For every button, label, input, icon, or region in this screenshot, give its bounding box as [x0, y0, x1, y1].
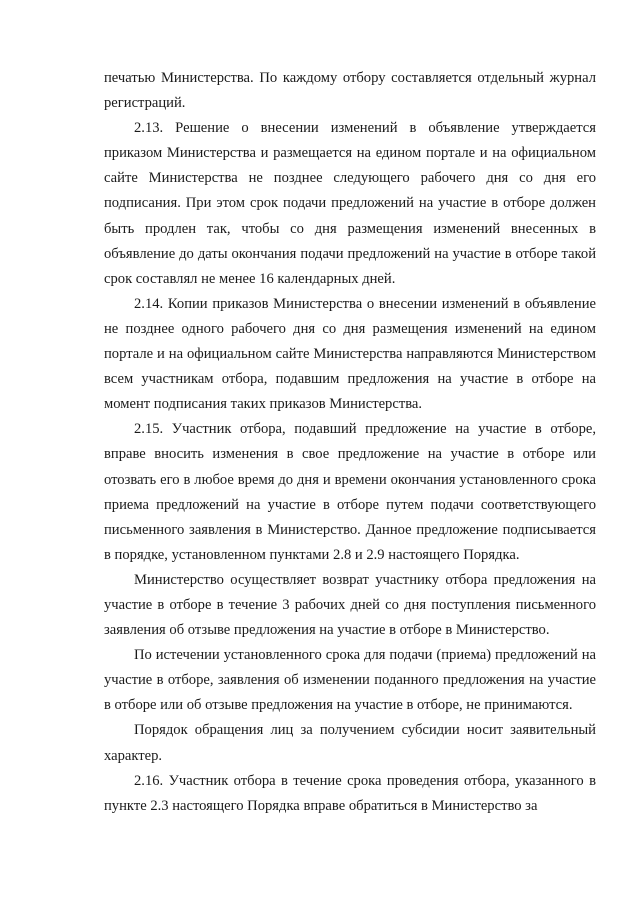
- paragraph-continuation: печатью Министерства. По каждому отбору составляется отдельный журнал регистраций.: [104, 70, 596, 112]
- paragraph-2-16: 2.16. Участник отбора в течение срока проведения отбора, указанного в пункте 2.3 настоящего Порядка вправе обратиться в Министерство за: [104, 772, 596, 814]
- paragraph-2-14: 2.14. Копии приказов Министерства о внесении изменений в объявление не позднее одного рабочего дня со дня размещения изменений на едином портале и на официальном сайте Министерства направляются Министерством всем участникам отбора, подавшим предложения на участие в отборе на момент подписания таких приказов Министерства.: [104, 295, 596, 413]
- paragraph-declarative: Порядок обращения лиц за получением субсидии носит заявительный характер.: [104, 722, 596, 764]
- paragraph-return: Министерство осуществляет возврат участнику отбора предложения на участие в отборе в течение 3 рабочих дней со дня поступления письменного заявления об отзыве предложения на участие в отборе в Министерство.: [104, 571, 596, 639]
- document-body: [104, 66, 596, 819]
- paragraph-2-13: 2.13. Решение о внесении изменений в объявление утверждается приказом Министерства и размещается на едином портале и на официальном сайте Министерства не позднее следующего рабочего дня со дня его подписания. При этом срок подачи предложений на участие в отборе должен быть продлен так, чтобы со дня размещения изменений внесенных в объявление до даты окончания подачи предложений на участие в отборе такой срок составлял не менее 16 календарных дней.: [104, 120, 596, 287]
- paragraph-deadline: По истечении установленного срока для подачи (приема) предложений на участие в отборе, заявления об изменении поданного предложения на участие в отборе или об отзыве предложения на участие в отборе, не принимаются.: [104, 647, 596, 714]
- paragraph-2-15: 2.15. Участник отбора, подавший предложение на участие в отборе, вправе вносить изменения в свое предложение на участие в отборе или отозвать его в любое время до дня и времени окончания установленного срока приема предложений на участие в отборе путем подачи соответствующего письменного заявления в Министерство. Данное предложение подписывается в порядке, установленном пунктами 2.8 и 2.9 настоящего Порядка.: [104, 421, 596, 563]
